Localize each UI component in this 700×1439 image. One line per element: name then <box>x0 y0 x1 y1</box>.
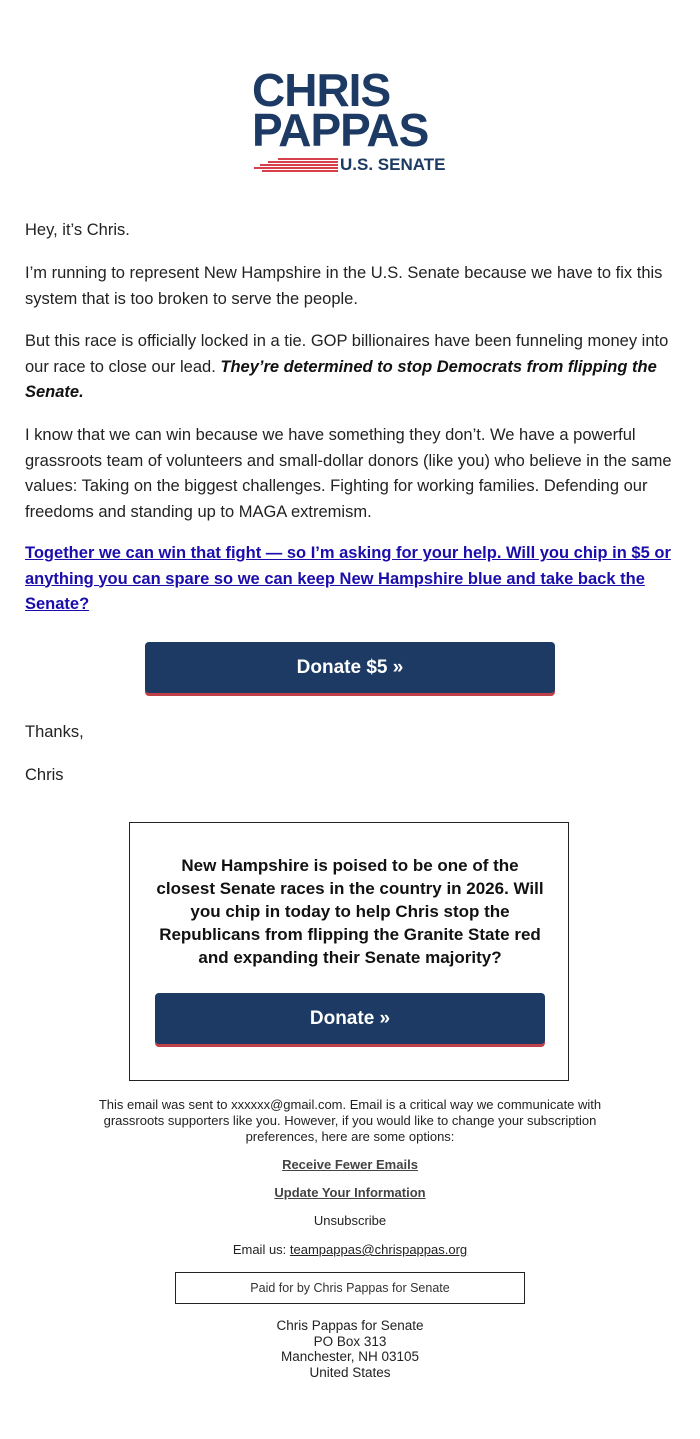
mailing-address <box>175 1318 525 1380</box>
receive-fewer-emails-link[interactable]: Receive Fewer Emails <box>282 1157 418 1172</box>
paragraph-2-emphasis: They’re determined to stop Democrats from flipping the Senate. <box>25 357 657 401</box>
logo-line-1: CHRIS <box>252 64 391 116</box>
callout-text: New Hampshire is poised to be one of the closest Senate races in the country in 2026. Will you chip in today to help Chris stop the Republicans from flipping the Granite State red and expanding their Senate majority? <box>156 856 544 967</box>
signature: Chris <box>25 766 64 784</box>
campaign-logo <box>252 66 452 176</box>
paragraph-3: I know that we can win because we have something they don’t. We have a powerful grassroots team of volunteers and small-dollar donors (like you) who believe in the same values: Taking on the biggest challenges. Fighting for working families. Defending our freedoms and standing up to MAGA extremism. <box>25 426 672 521</box>
paragraph-1: I’m running to represent New Hampshire in the U.S. Senate because we have to fix this system that is too broken to serve the people. <box>25 264 663 308</box>
address-city: Manchester, NH 03105 <box>280 1349 420 1364</box>
donate-button[interactable]: Donate » <box>155 993 545 1044</box>
donate-5-button[interactable]: Donate $5 » <box>145 642 555 693</box>
email-label: Email us: <box>232 1242 290 1257</box>
greeting: Hey, it’s Chris. <box>25 221 130 239</box>
address-org: Chris Pappas for Senate <box>276 1318 424 1333</box>
logo-subtitle: U.S. SENATE <box>340 155 446 174</box>
footer-notice: This email was sent to xxxxxx@gmail.com. Email is a critical way we communicate with grassroots supporters like you. However, if you would like to change your subscription preferences, here are some options: <box>98 1097 602 1144</box>
address-po: PO Box 313 <box>313 1333 387 1349</box>
footer-email <box>75 1242 625 1258</box>
footer-receive-fewer <box>75 1157 625 1173</box>
logo-line-2: PAPPAS <box>252 104 429 156</box>
logo-stripes <box>254 158 338 172</box>
paid-for-disclaimer: Paid for by Chris Pappas for Senate <box>175 1272 525 1304</box>
unsubscribe-link[interactable]: Unsubscribe <box>313 1213 387 1228</box>
footer-update-info <box>75 1185 625 1201</box>
callout-box <box>129 822 569 1081</box>
paragraph-2 <box>25 329 675 406</box>
address-country: United States <box>309 1364 391 1380</box>
paragraph-2-text: But this race is officially locked in a tie. GOP billionaires have been funneling money into our race to close our lead. <box>25 332 669 376</box>
email-address-link[interactable]: teampappas@chrispappas.org <box>289 1242 468 1257</box>
donation-ask-link[interactable]: Together we can win that fight — so I’m asking for your help. Will you chip in $5 or anything you can spare so we can keep New Hampshire blue and take back the Senate? <box>25 544 671 613</box>
signoff: Thanks, <box>25 723 84 741</box>
update-information-link[interactable]: Update Your Information <box>274 1185 426 1200</box>
